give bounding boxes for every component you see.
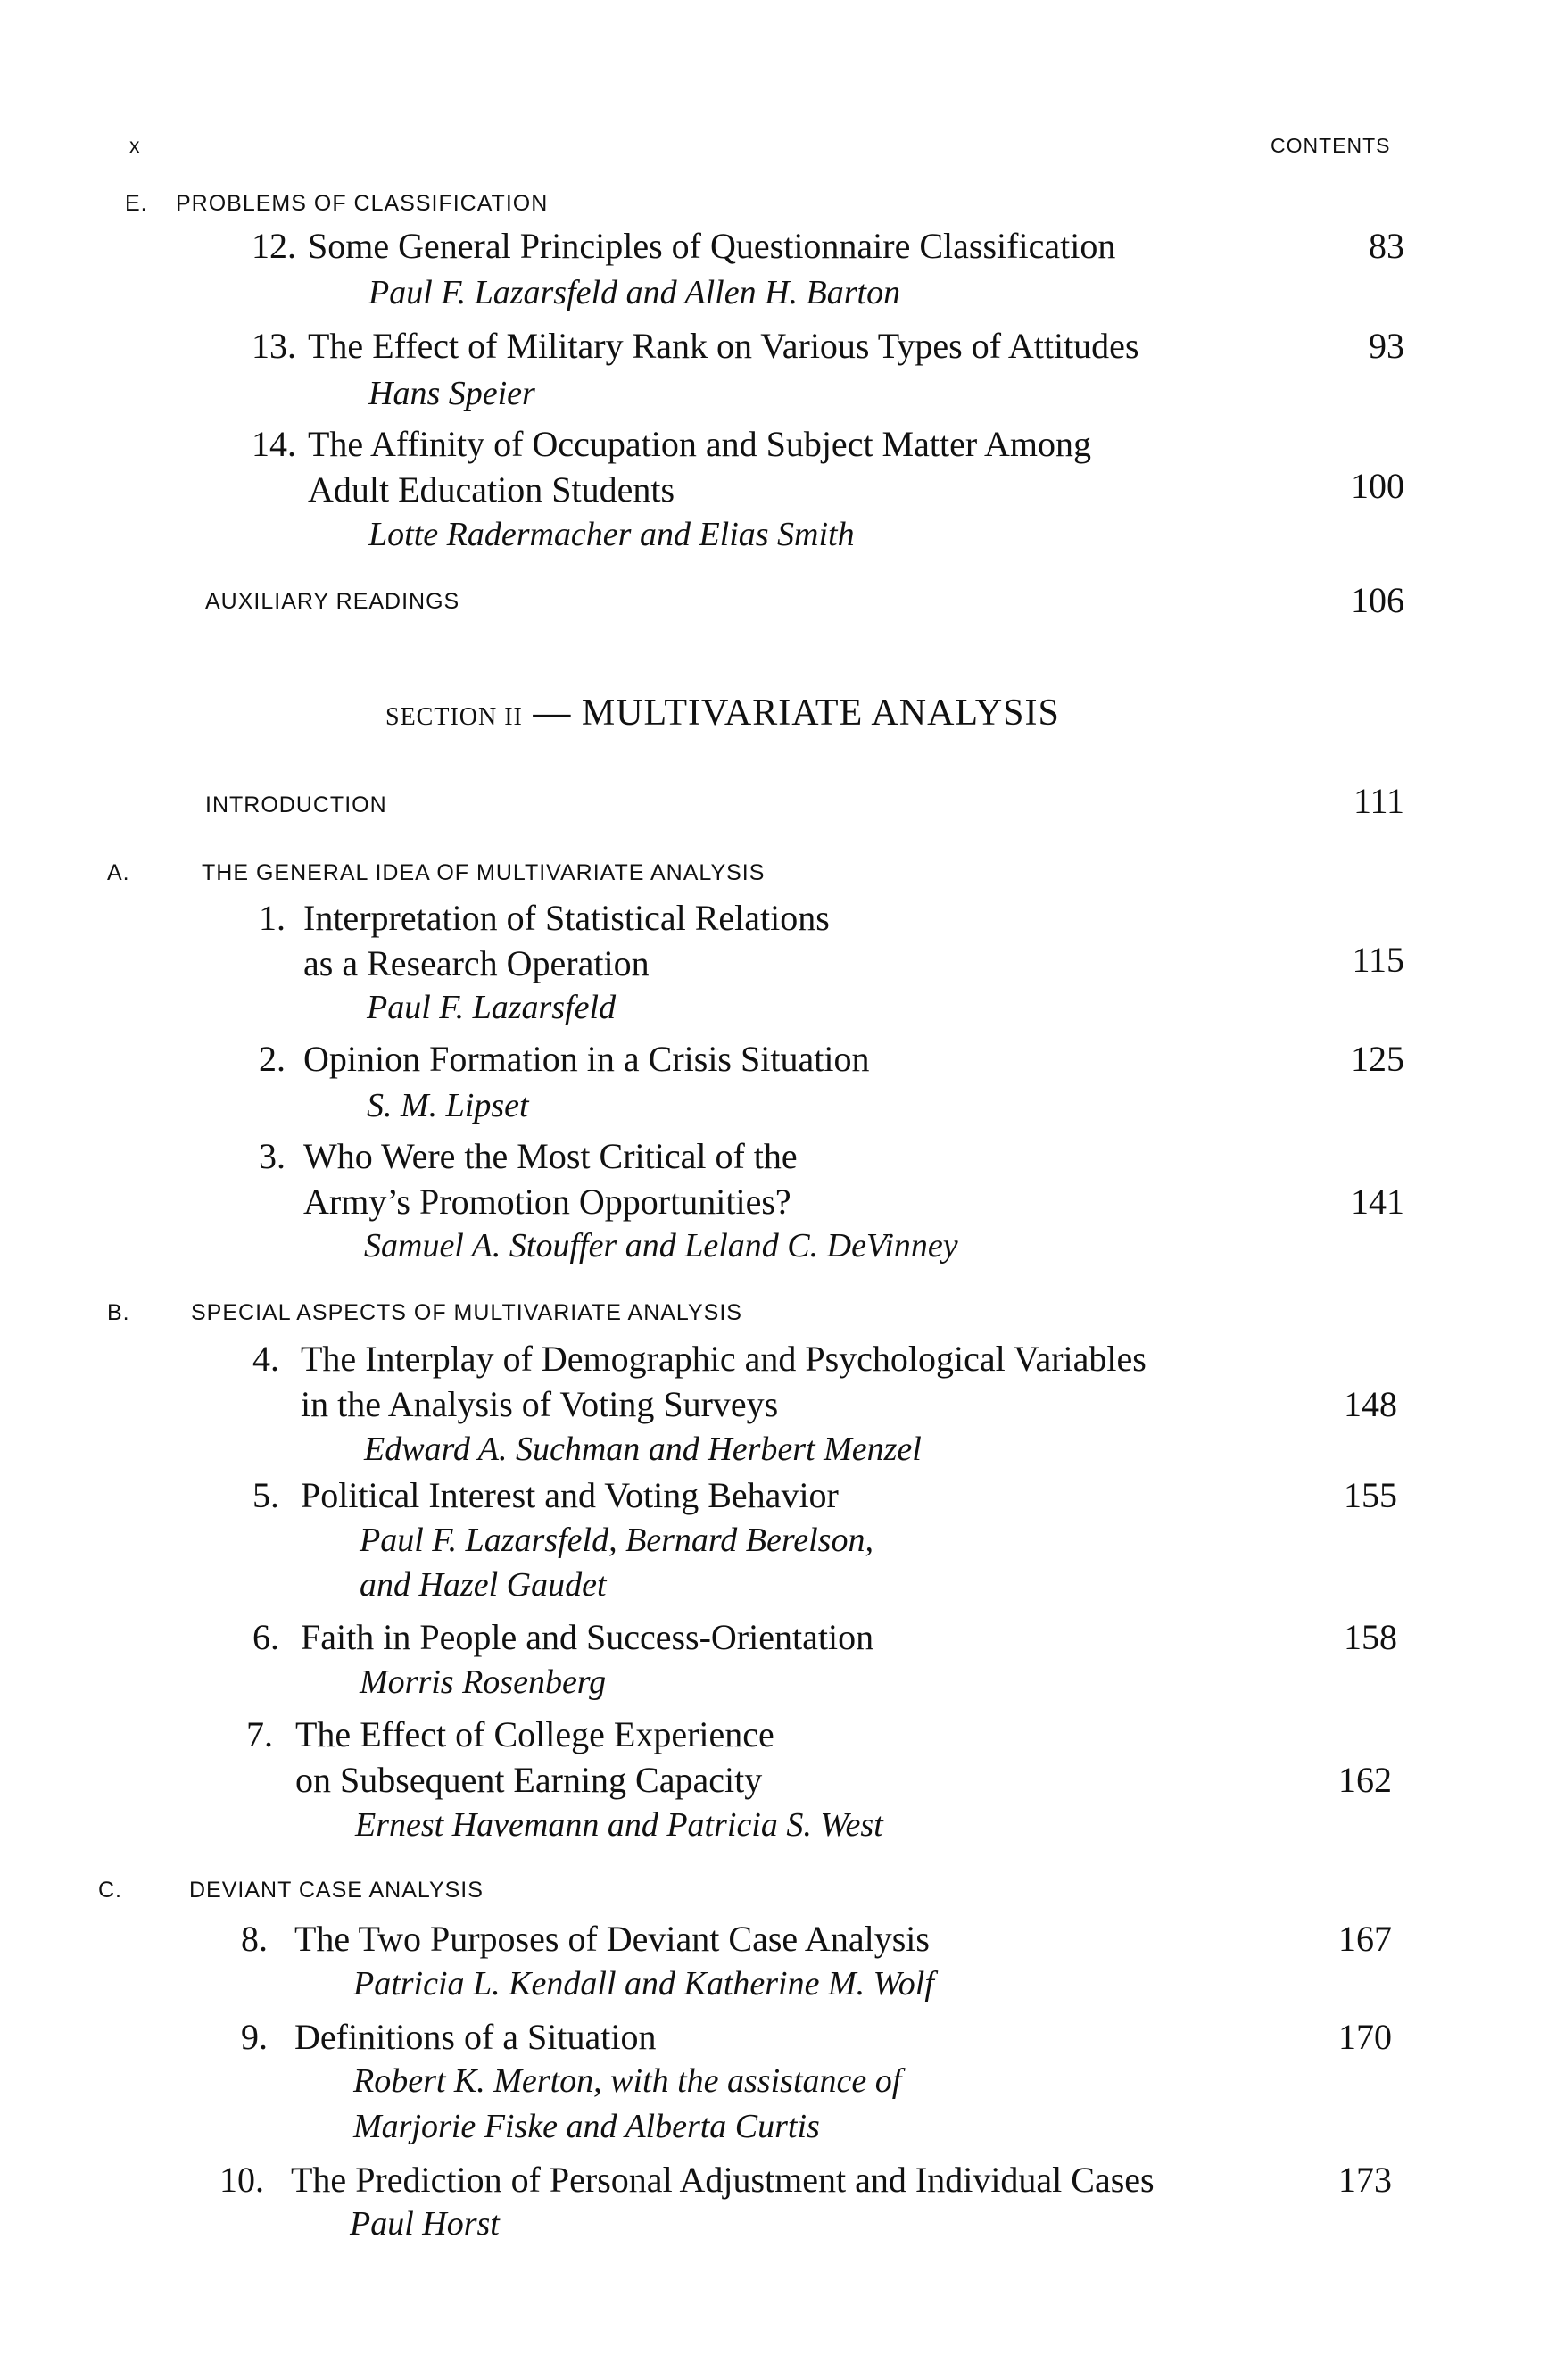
entry-number: 7. [246, 1714, 273, 1754]
entry-page: 93 [1369, 326, 1404, 366]
entry-title: Opinion Formation in a Crisis Situation [303, 1039, 870, 1079]
entry-title: Interpretation of Statistical Relations [303, 898, 830, 938]
entry-authors: Paul F. Lazarsfeld, Bernard Berelson, [360, 1522, 873, 1559]
auxiliary-readings-label: AUXILIARY READINGS [205, 589, 460, 614]
entry-authors: Paul F. Lazarsfeld and Allen H. Barton [368, 274, 901, 311]
entry-title: Faith in People and Success-Orientation [301, 1617, 874, 1657]
entry-number: 1. [259, 898, 286, 938]
running-title: CONTENTS [1271, 134, 1391, 157]
section-heading-prefix: SECTION II [385, 703, 523, 731]
entry-title-continued: Adult Education Students [308, 469, 675, 510]
entry-page: 158 [1344, 1617, 1397, 1657]
entry-page: 148 [1344, 1384, 1397, 1424]
entry-number: 10. [219, 2160, 264, 2200]
entry-number: 12. [252, 226, 296, 266]
entry-number: 3. [259, 1136, 286, 1176]
section-heading-dash: — [522, 692, 582, 734]
entry-authors: Lotte Radermacher and Elias Smith [368, 516, 855, 553]
section-c-title: DEVIANT CASE ANALYSIS [189, 1878, 484, 1903]
entry-authors: Paul F. Lazarsfeld [367, 989, 617, 1026]
entry-page: 162 [1338, 1760, 1392, 1800]
page-marker: x [129, 134, 141, 157]
entry-title: Some General Principles of Questionnaire Classification [308, 226, 1116, 266]
entry-authors-continued: and Hazel Gaudet [360, 1566, 607, 1604]
section-heading [385, 692, 1060, 734]
entry-authors: Paul Horst [350, 2205, 500, 2243]
entry-title: Who Were the Most Critical of the [303, 1136, 798, 1176]
entry-title: The Affinity of Occupation and Subject Matter Among [308, 424, 1091, 464]
entry-title: The Effect of College Experience [295, 1714, 774, 1754]
entry-page: 83 [1369, 226, 1404, 266]
entry-authors: Hans Speier [368, 375, 535, 412]
entry-number: 4. [252, 1339, 279, 1379]
entry-title-continued: Army’s Promotion Opportunities? [303, 1182, 791, 1222]
entry-title: Political Interest and Voting Behavior [301, 1475, 839, 1515]
entry-authors: S. M. Lipset [367, 1087, 529, 1124]
entry-title-continued: as a Research Operation [303, 943, 650, 983]
entry-authors: Patricia L. Kendall and Katherine M. Wolf [353, 1965, 934, 2003]
entry-page: 141 [1351, 1182, 1404, 1222]
entry-number: 14. [252, 424, 296, 464]
entry-authors: Samuel A. Stouffer and Leland C. DeVinney [364, 1227, 958, 1265]
entry-number: 6. [252, 1617, 279, 1657]
entry-page: 115 [1352, 940, 1404, 980]
entry-title-continued: in the Analysis of Voting Surveys [301, 1384, 779, 1424]
section-b-title: SPECIAL ASPECTS OF MULTIVARIATE ANALYSIS [191, 1300, 742, 1325]
entry-authors-continued: Marjorie Fiske and Alberta Curtis [353, 2108, 820, 2145]
entry-page: 170 [1338, 2017, 1392, 2057]
entry-authors: Morris Rosenberg [360, 1663, 607, 1701]
entry-number: 8. [241, 1919, 268, 1959]
section-c-letter: C. [98, 1878, 122, 1903]
entry-title: The Two Purposes of Deviant Case Analysis [294, 1919, 930, 1959]
entry-number: 9. [241, 2017, 268, 2057]
entry-number: 13. [252, 326, 296, 366]
entry-page: 100 [1351, 466, 1404, 506]
entry-authors: Robert K. Merton, with the assistance of [353, 2062, 902, 2100]
entry-page: 125 [1351, 1039, 1404, 1079]
entry-authors: Ernest Havemann and Patricia S. West [355, 1806, 883, 1844]
entry-title: Definitions of a Situation [294, 2017, 657, 2057]
entry-title: The Interplay of Demographic and Psychological Variables [301, 1339, 1147, 1379]
entry-number: 2. [259, 1039, 286, 1079]
entry-page: 173 [1338, 2160, 1392, 2200]
entry-number: 5. [252, 1475, 279, 1515]
auxiliary-readings-page: 106 [1351, 580, 1404, 620]
entry-page: 167 [1338, 1919, 1392, 1959]
entry-page: 155 [1344, 1475, 1397, 1515]
introduction-label: INTRODUCTION [205, 792, 387, 817]
section-e-title: PROBLEMS OF CLASSIFICATION [176, 191, 549, 216]
section-heading-title: MULTIVARIATE ANALYSIS [581, 692, 1060, 734]
section-b-letter: B. [107, 1300, 130, 1325]
introduction-page: 111 [1353, 781, 1404, 821]
entry-title: The Prediction of Personal Adjustment and Individual Cases [291, 2160, 1155, 2200]
entry-authors: Edward A. Suchman and Herbert Menzel [364, 1430, 922, 1468]
entry-title-continued: on Subsequent Earning Capacity [295, 1760, 763, 1800]
section-a-title: THE GENERAL IDEA OF MULTIVARIATE ANALYSIS [202, 860, 766, 885]
entry-title: The Effect of Military Rank on Various Types of Attitudes [308, 326, 1139, 366]
section-a-letter: A. [107, 860, 130, 885]
section-e-letter: E. [125, 191, 148, 216]
